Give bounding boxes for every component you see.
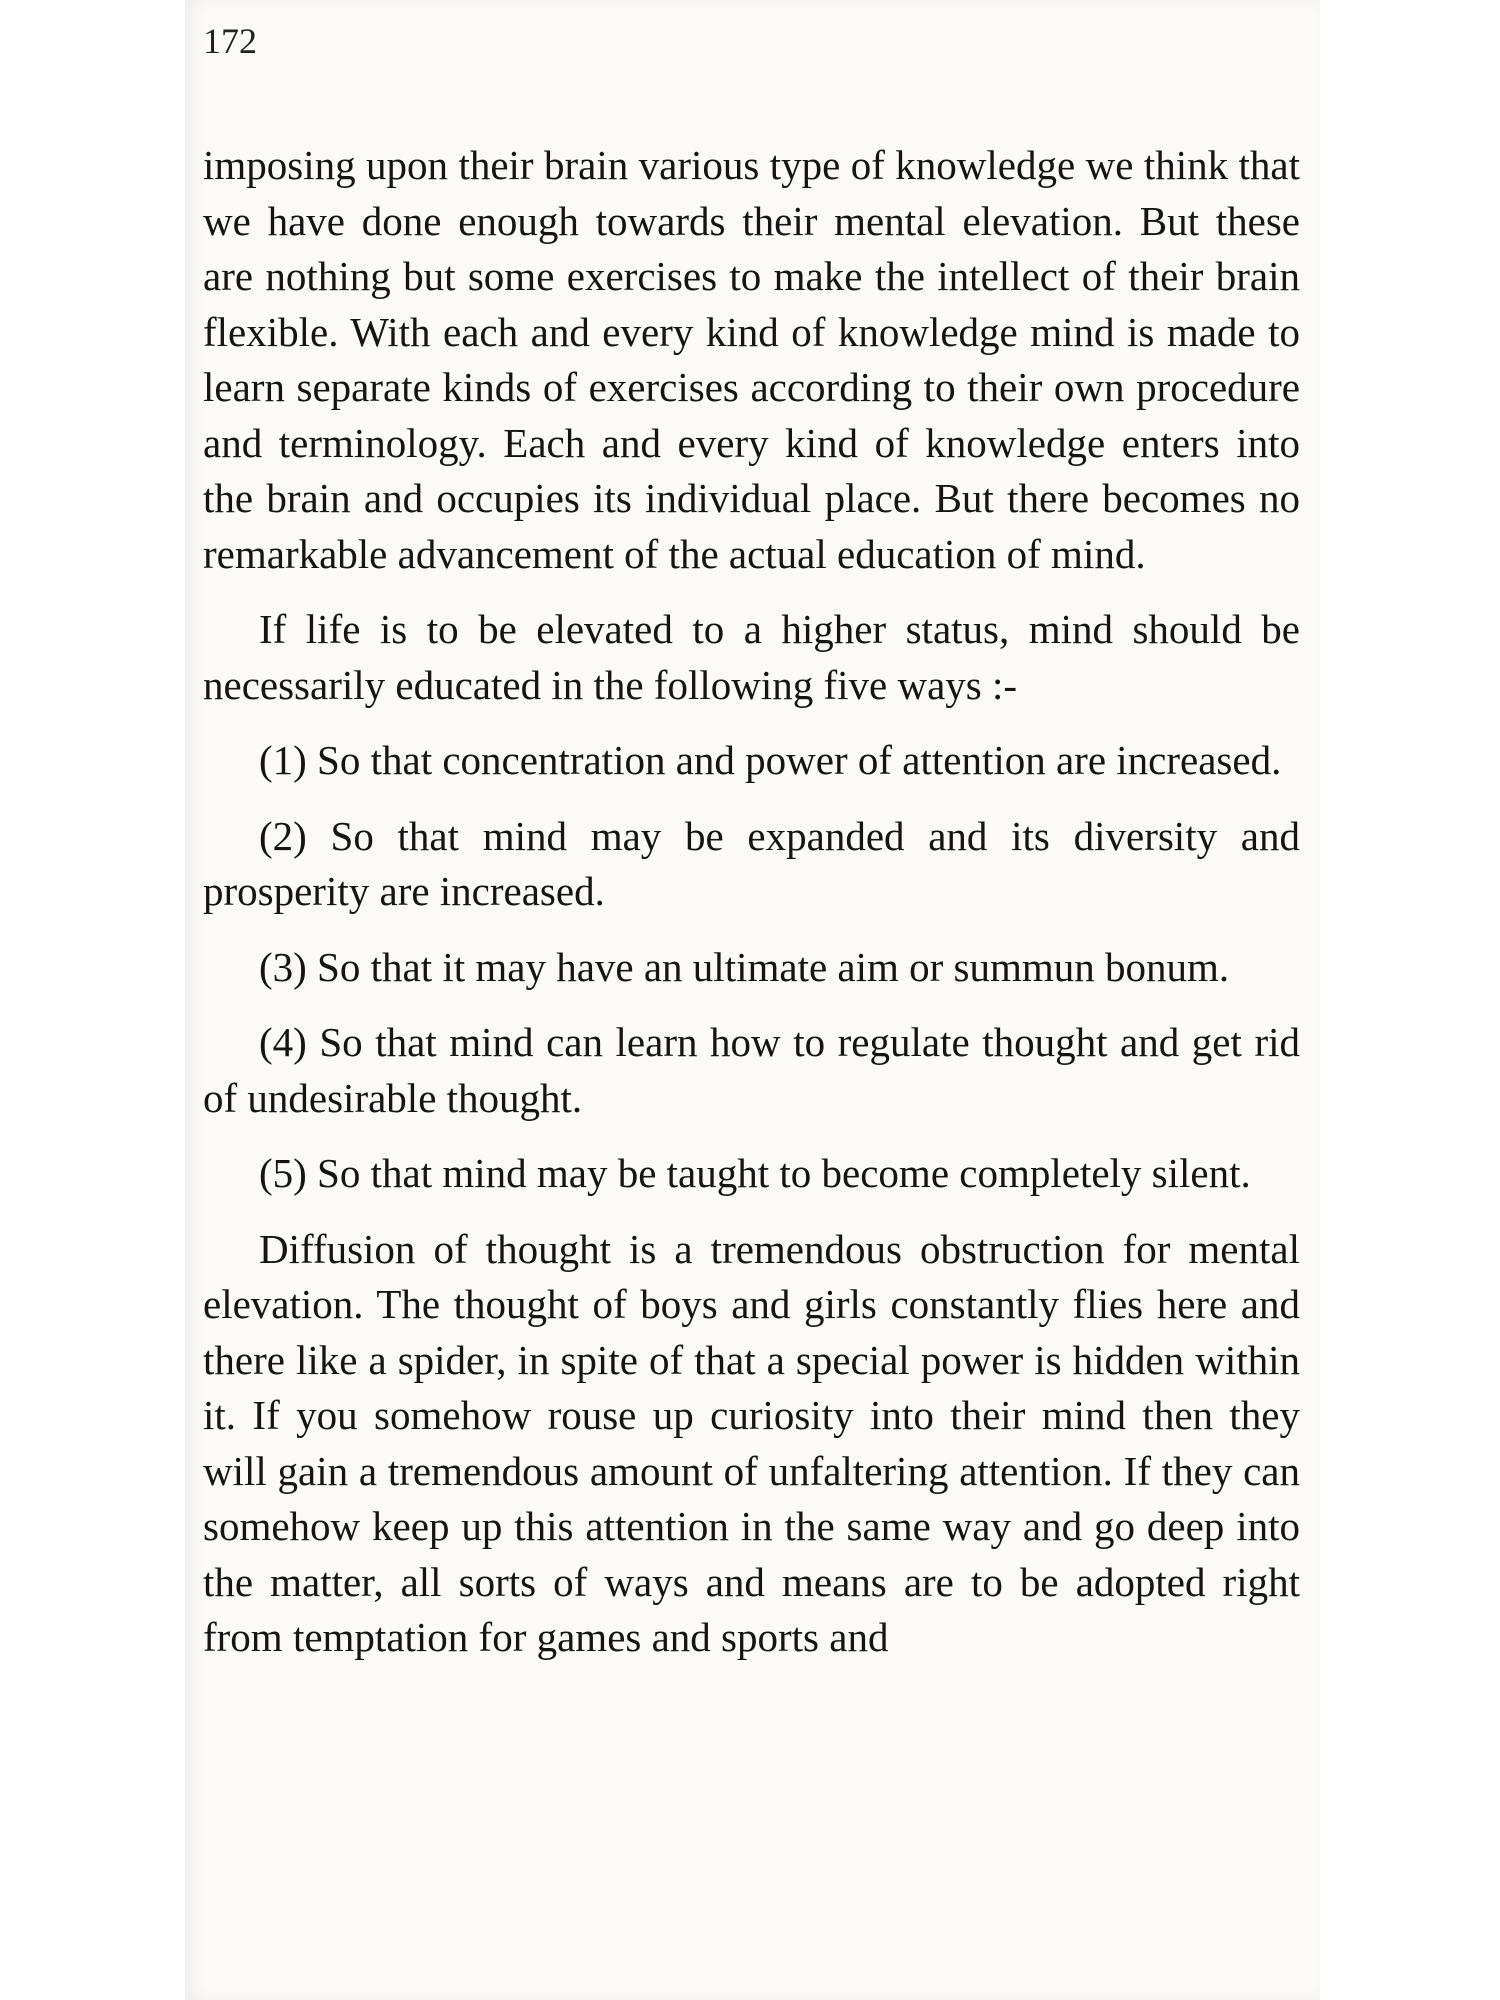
list-item-2: (2) So that mind may be expanded and its diversity and prosperity are increased. [203,812,1300,914]
page-body [203,138,1300,1666]
list-item-5: (5) So that mind may be taught to become completely silent. [259,1150,1251,1196]
page-number: 172 [203,21,257,61]
list-item-4: (4) So that mind can learn how to regulate thought and get rid of undesirable thought. [203,1019,1300,1121]
list-item-3: (3) So that it may have an ultimate aim or summun bonum. [259,943,1230,990]
list-item-1: (1) So that concentration and power of attention are increased. [259,737,1282,783]
book-page [185,0,1320,2000]
paragraph-continuation: imposing upon their brain various type of knowledge we think that we have done enough towards their mental elevation. But these are nothing but some exercises to make the intellect of their brain flexible. With each and every kind of knowledge mind is made to learn separate kinds of exercises according to their own procedure and terminology. Each and every kind of knowledge enters into the brain and occupies its individual place. But there becomes no remarkable advancement of the actual education of mind. [203,142,1300,577]
paragraph-diffusion: Diffusion of thought is a tremendous obstruction for mental elevation. The thought of boys and girls constantly flies here and there like a spider, in spite of that a special power is hidden within it. If you somehow rouse up curiosity into their mind then they will gain a tremendous amount of unfaltering attention. If they can somehow keep up this attention in the same way and go deep into the matter, all sorts of ways and means are to be adopted right from temptation for games and sports and [203,1225,1300,1660]
paragraph-intro: If life is to be elevated to a higher status, mind should be necessarily educated in the following five ways :- [203,606,1300,708]
